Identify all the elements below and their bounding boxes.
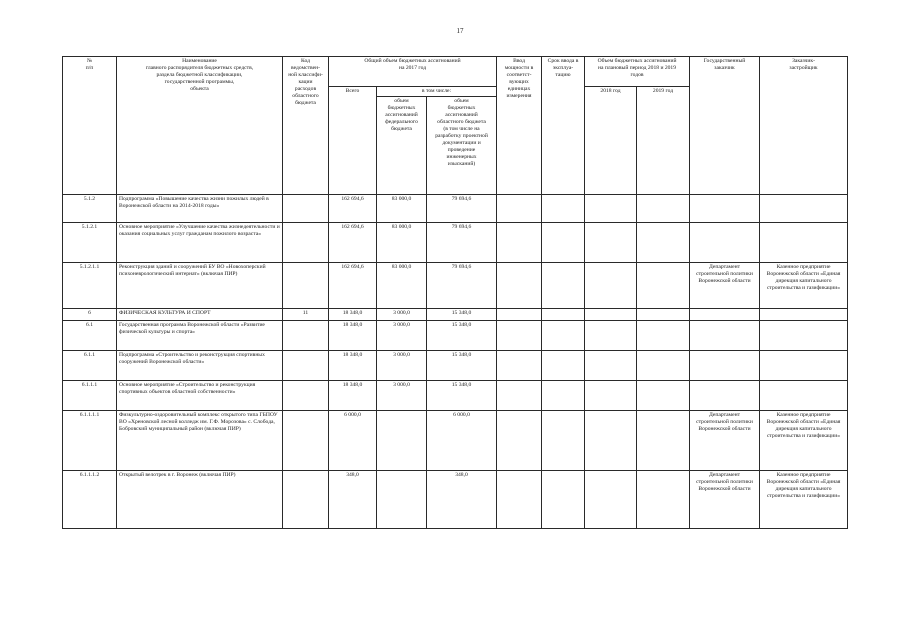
row-num: 6.1.1.1.1 <box>63 411 117 471</box>
row-code <box>283 195 329 223</box>
header-regional-text: объем бюджетных ассигнований областного бюджета (в том числе на разработку проектной документации и проведение инженерных изысканий) <box>435 98 488 167</box>
row-name: Основное мероприятие «Улучшение качества жизнедеятельности и оказания социальных услуг гражданам пожилого возраста» <box>117 223 283 263</box>
table-row <box>63 471 848 529</box>
row-regional: 15 348,0 <box>427 351 497 381</box>
row-capacity <box>497 223 542 263</box>
budget-table <box>62 56 848 529</box>
row-name: Подпрограмма «Повышение качества жизни пожилых людей в Воронежской области на 2014-2018 годы» <box>117 195 283 223</box>
row-deadline <box>542 321 585 351</box>
row-developer <box>760 381 848 411</box>
row-regional: 6 000,0 <box>427 411 497 471</box>
row-total: 162 694,6 <box>329 195 377 223</box>
header-regional <box>427 97 497 195</box>
row-federal: 3 000,0 <box>377 309 427 321</box>
header-capacity-text: Ввод мощности в соответст- вующих единицах измерения <box>504 58 534 99</box>
row-2019 <box>637 223 690 263</box>
row-2019 <box>637 411 690 471</box>
row-deadline <box>542 309 585 321</box>
row-num: 6.1.1 <box>63 351 117 381</box>
row-federal: 83 000,0 <box>377 195 427 223</box>
row-developer <box>760 195 848 223</box>
row-total: 348,0 <box>329 471 377 529</box>
row-total: 18 348,0 <box>329 309 377 321</box>
row-2019 <box>637 351 690 381</box>
row-code <box>283 381 329 411</box>
row-2019 <box>637 263 690 309</box>
row-customer <box>690 321 760 351</box>
row-capacity <box>497 471 542 529</box>
row-capacity <box>497 195 542 223</box>
row-name: Государственная программа Воронежской области «Развитие физической культуры и спорта» <box>117 321 283 351</box>
row-capacity <box>497 321 542 351</box>
row-2018 <box>585 381 637 411</box>
row-code <box>283 263 329 309</box>
header-deadline-text: Срок ввода в эксплуа- тацию <box>547 58 579 78</box>
row-name: Реконструкция зданий и сооружений БУ ВО «Новохоперский психоневрологический интернат» (включая ПИР) <box>117 263 283 309</box>
table-row <box>63 263 848 309</box>
page-number: 17 <box>456 27 464 35</box>
row-code <box>283 471 329 529</box>
row-federal: 83 000,0 <box>377 263 427 309</box>
row-customer: Департамент строительной политики Воронежской области <box>690 263 760 309</box>
row-name: Открытый велотрек в г. Воронеж (включая ПИР) <box>117 471 283 529</box>
budget-body <box>63 195 848 529</box>
row-capacity <box>497 309 542 321</box>
row-name: Физкультурно-оздоровительный комплекс открытого типа ГБПОУ ВО «Хреновской лесной колледж им. Г.Ф. Морозова» с. Слобода, Бобровский муниципальный район (включая ПИР) <box>117 411 283 471</box>
row-federal <box>377 411 427 471</box>
row-num: 6 <box>63 309 117 321</box>
header-name <box>117 57 283 195</box>
header-including-text: в том числе: <box>421 88 452 94</box>
header-plan-text: Объем бюджетных ассигнований на плановый период 2018 и 2019 годов <box>597 58 677 78</box>
row-developer <box>760 309 848 321</box>
row-customer <box>690 195 760 223</box>
header-code-text: Код ведомствен- ной классифи- кации расходов областного бюджета <box>288 58 323 106</box>
row-2019 <box>637 381 690 411</box>
row-2018 <box>585 223 637 263</box>
row-deadline <box>542 223 585 263</box>
row-capacity <box>497 381 542 411</box>
row-regional: 15 348,0 <box>427 309 497 321</box>
header-plan <box>585 57 690 87</box>
row-customer: Департамент строительной политики Воронежской области <box>690 471 760 529</box>
row-capacity <box>497 263 542 309</box>
row-customer <box>690 351 760 381</box>
header-name-text: Наименование главного распорядителя бюджетных средств, раздела бюджетной классификации, государственной программы, объекта <box>145 58 254 92</box>
table-row <box>63 195 848 223</box>
table-row <box>63 381 848 411</box>
row-2018 <box>585 321 637 351</box>
row-deadline <box>542 263 585 309</box>
row-regional: 15 348,0 <box>427 381 497 411</box>
header-code <box>283 57 329 195</box>
row-federal: 3 000,0 <box>377 381 427 411</box>
table-row <box>63 309 848 321</box>
row-2019 <box>637 471 690 529</box>
table-row <box>63 223 848 263</box>
row-deadline <box>542 411 585 471</box>
row-2018 <box>585 351 637 381</box>
row-name: Подпрограмма «Строительство и реконструкция спортивных сооружений Воронежской области» <box>117 351 283 381</box>
row-code <box>283 351 329 381</box>
row-deadline <box>542 471 585 529</box>
row-developer: Казенное предприятие Воронежской области «Единая дирекция капитального строительства и газификации» <box>760 263 848 309</box>
row-total: 18 348,0 <box>329 381 377 411</box>
header-2018-text: 2018 год <box>600 88 621 94</box>
row-total: 18 348,0 <box>329 321 377 351</box>
row-2018 <box>585 263 637 309</box>
row-total: 162 694,6 <box>329 263 377 309</box>
header-federal-text: объем бюджетных ассигнований федерального бюджета <box>385 98 418 132</box>
table-row <box>63 321 848 351</box>
row-num: 6.1.1.1 <box>63 381 117 411</box>
row-federal: 3 000,0 <box>377 321 427 351</box>
header-2018 <box>585 87 637 195</box>
header-2019-text: 2019 год <box>652 88 674 94</box>
header-total-text: Всего <box>345 88 360 94</box>
row-regional: 15 348,0 <box>427 321 497 351</box>
row-num: 5.1.2.1.1 <box>63 263 117 309</box>
row-2018 <box>585 471 637 529</box>
header-num <box>63 57 117 195</box>
header-customer <box>690 57 760 195</box>
row-code <box>283 223 329 263</box>
row-total: 162 694,6 <box>329 223 377 263</box>
header-developer-text: Заказчик- застройщик <box>789 58 818 71</box>
row-federal: 3 000,0 <box>377 351 427 381</box>
header-including <box>377 87 497 97</box>
row-federal: 83 000,0 <box>377 223 427 263</box>
row-developer <box>760 351 848 381</box>
row-2018 <box>585 195 637 223</box>
header-total-2017-text: Общий объем бюджетных ассигнований на 2017 год <box>364 58 461 71</box>
row-regional: 79 694,6 <box>427 263 497 309</box>
row-developer: Казенное предприятие Воронежской области «Единая дирекция капитального строительства и газификации» <box>760 411 848 471</box>
row-customer <box>690 309 760 321</box>
row-2019 <box>637 309 690 321</box>
row-num: 6.1.1.1.2 <box>63 471 117 529</box>
row-customer: Департамент строительной политики Воронежской области <box>690 411 760 471</box>
row-2018 <box>585 411 637 471</box>
row-deadline <box>542 381 585 411</box>
header-developer <box>760 57 848 195</box>
header-customer-text: Государственный заказчик <box>703 58 746 71</box>
row-federal <box>377 471 427 529</box>
row-total: 18 348,0 <box>329 351 377 381</box>
row-regional: 79 694,6 <box>427 195 497 223</box>
row-developer <box>760 321 848 351</box>
row-customer <box>690 223 760 263</box>
row-developer: Казенное предприятие Воронежской области «Единая дирекция капитального строительства и газификации» <box>760 471 848 529</box>
header-2019 <box>637 87 690 195</box>
row-deadline <box>542 195 585 223</box>
row-2018 <box>585 309 637 321</box>
row-2019 <box>637 195 690 223</box>
row-num: 5.1.2 <box>63 195 117 223</box>
row-deadline <box>542 351 585 381</box>
row-code <box>283 411 329 471</box>
row-customer <box>690 381 760 411</box>
header-total-2017 <box>329 57 497 87</box>
table-row <box>63 411 848 471</box>
header-federal <box>377 97 427 195</box>
header-deadline <box>542 57 585 195</box>
row-2019 <box>637 321 690 351</box>
row-capacity <box>497 351 542 381</box>
row-developer <box>760 223 848 263</box>
row-num: 5.1.2.1 <box>63 223 117 263</box>
table-row <box>63 351 848 381</box>
row-total: 6 000,0 <box>329 411 377 471</box>
header-capacity <box>497 57 542 195</box>
header-num-text: № п/п <box>85 58 94 71</box>
header-total <box>329 87 377 195</box>
row-regional: 79 694,6 <box>427 223 497 263</box>
row-num: 6.1 <box>63 321 117 351</box>
row-capacity <box>497 411 542 471</box>
row-regional: 348,0 <box>427 471 497 529</box>
row-code <box>283 321 329 351</box>
row-name: ФИЗИЧЕСКАЯ КУЛЬТУРА И СПОРТ <box>117 309 283 321</box>
row-code: 11 <box>283 309 329 321</box>
row-name: Основное мероприятие «Строительство и реконструкция спортивных объектов областной собственности» <box>117 381 283 411</box>
